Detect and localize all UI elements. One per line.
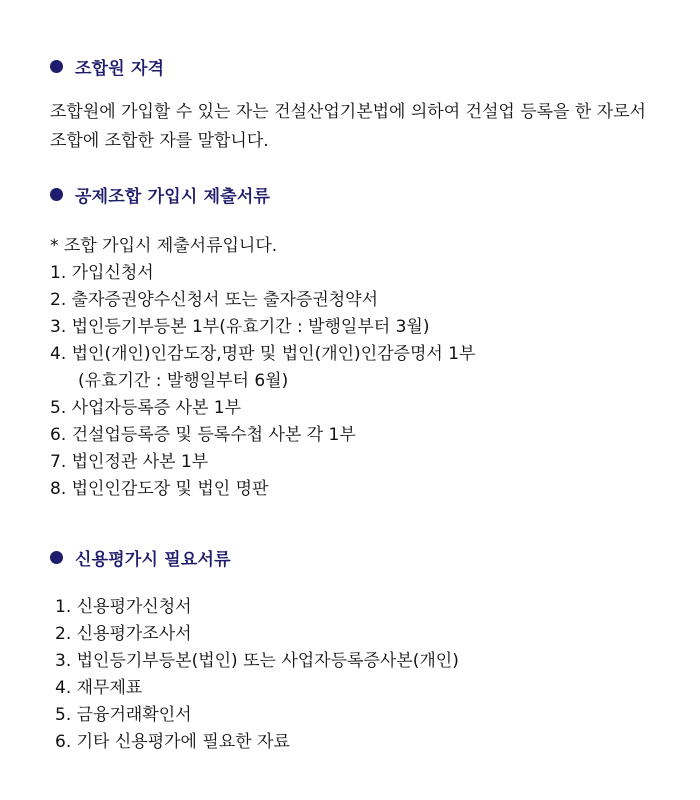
list-item-text: 4. 법인(개인)인감도장,명판 및 법인(개인)인감증명서 1부 <box>50 344 476 364</box>
credit-documents-list <box>55 594 459 756</box>
list-item <box>50 341 475 395</box>
list-item: 5. 사업자등록증 사본 1부 <box>50 398 242 418</box>
heading-text: 조합원 자격 <box>75 58 165 79</box>
list-item: 1. 신용평가신청서 <box>55 597 192 617</box>
heading-text: 공제조합 가입시 제출서류 <box>75 186 271 207</box>
bullet-icon <box>50 551 63 564</box>
list-item: 1. 가입신청서 <box>50 263 154 283</box>
list-item: 6. 기타 신용평가에 필요한 자료 <box>55 732 290 752</box>
list-item: 6. 건설업등록증 및 등록수첩 사본 각 1부 <box>50 425 356 445</box>
list-item-continuation: (유효기간 : 발행일부터 6월) <box>78 371 289 391</box>
list-item: 3. 법인등기부등본 1부(유효기간 : 발행일부터 3월) <box>50 317 430 337</box>
list-item: 3. 법인등기부등본(법인) 또는 사업자등록증사본(개인) <box>55 651 459 671</box>
list-item: 2. 출자증권양수신청서 또는 출자증권청약서 <box>50 290 379 310</box>
list-item: 2. 신용평가조사서 <box>55 624 192 644</box>
list-note: * 조합 가입시 제출서류입니다. <box>50 236 278 256</box>
qualification-paragraph: 조합원에 가입할 수 있는 자는 건설산업기본법에 의하여 건설업 등록을 한 자로서 조합에 조합한 자를 말합니다. <box>50 102 646 151</box>
bullet-icon <box>50 60 63 73</box>
list-item: 4. 재무제표 <box>55 678 143 698</box>
list-item: 8. 법인인감도장 및 법인 명판 <box>50 479 269 499</box>
section-heading-qualification <box>50 54 164 78</box>
bullet-icon <box>50 188 63 201</box>
list-item: 5. 금융거래확인서 <box>55 705 192 725</box>
heading-text: 신용평가시 필요서류 <box>75 549 231 570</box>
list-item: 7. 법인정관 사본 1부 <box>50 452 209 472</box>
joining-documents-list <box>50 233 475 503</box>
section-heading-joining-documents <box>50 182 270 206</box>
section-heading-credit-documents <box>50 545 231 569</box>
